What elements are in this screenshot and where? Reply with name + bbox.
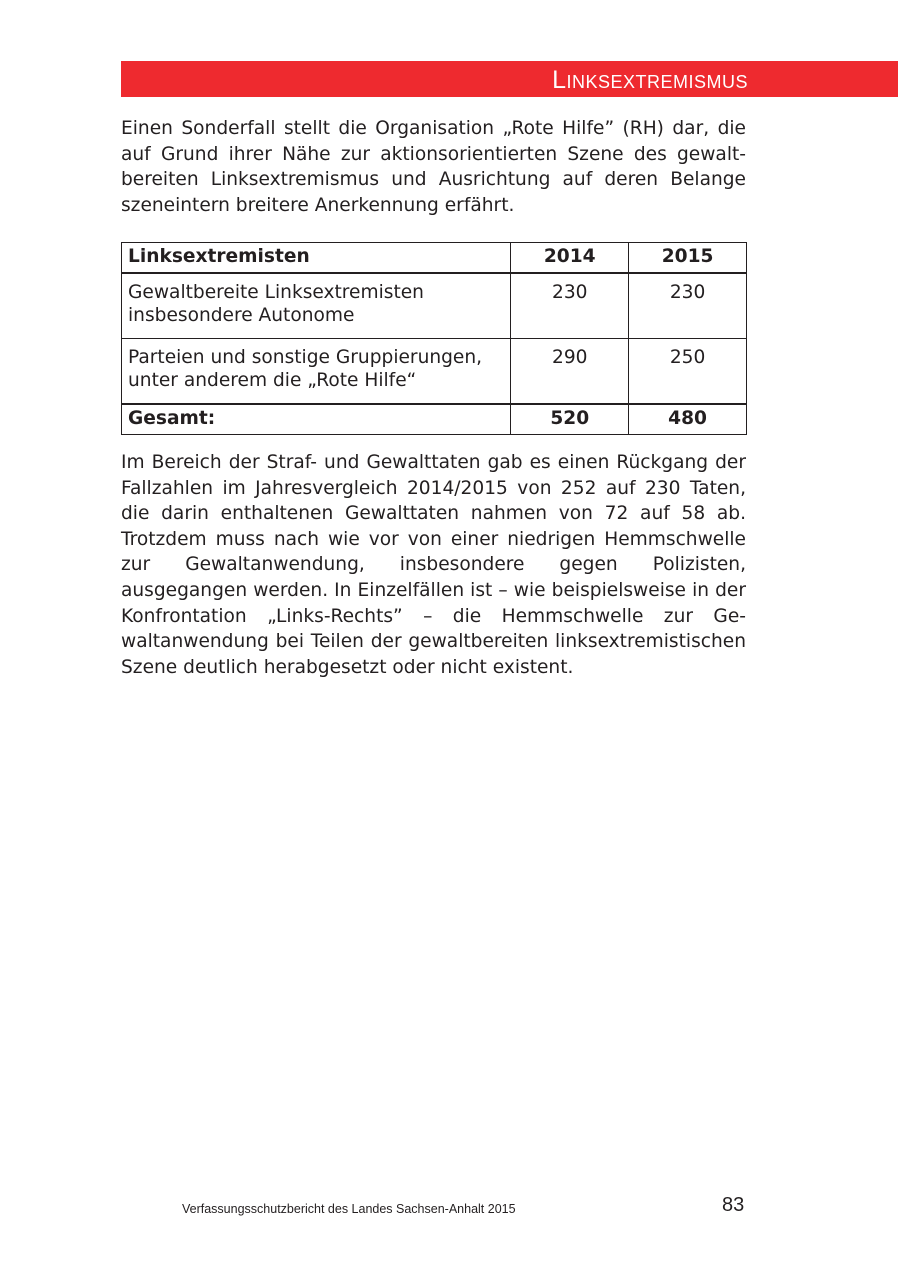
footer-publication-title: Verfassungsschutzbericht des Landes Sachsen-Anhalt 2015 [182, 1202, 516, 1216]
table-row [122, 273, 747, 339]
column-header-category: Linksextremisten [122, 243, 511, 274]
value-2015: 230 [629, 273, 747, 339]
row-label: Parteien und sonstige Gruppierungen, unter anderem die „Rote Hilfe“ [122, 339, 511, 405]
intro-paragraph: Einen Sonderfall stellt die Organisation „Rote Hilfe” (RH) dar, die auf Grund ihrer Nähe zur aktionsorientierten Szene des gewaltbereiten Linksextremismus und Ausrichtung auf deren Belange szeneintern breitere Anerkennung erfährt. [121, 118, 746, 216]
table-total-row [122, 404, 747, 435]
total-2015: 480 [629, 404, 747, 435]
statistics-table [121, 242, 747, 435]
row-label: Gewaltbereite Linksextremisten insbesondere Autonome [122, 273, 511, 339]
column-header-2015: 2015 [629, 243, 747, 274]
section-title: Linksextremismus [552, 66, 748, 94]
value-2014: 230 [511, 273, 629, 339]
value-2015: 250 [629, 339, 747, 405]
value-2014: 290 [511, 339, 629, 405]
page-number: 83 [722, 1194, 745, 1216]
total-2014: 520 [511, 404, 629, 435]
body-paragraph: Im Bereich der Straf- und Gewalttaten gab es einen Rückgang der Fallzahlen im Jahresvergleich 2014/2015 von 252 auf 230 Taten, die darin enthaltenen Gewalttaten nahmen von 72 auf 58 ab. Trotzdem muss nach wie vor von einer niedrigen Hemmschwelle zur Gewaltanwendung, insbesondere gegen Polizisten, ausgegangen werden. In Einzelfällen ist – wie beispielsweise in der Konfrontation „Links-Rechts” – die Hemmschwelle zur Gewaltanwendung bei Teilen der gewaltbereiten linksextremistischen Szene deutlich herabgesetzt oder nicht existent. [121, 452, 746, 678]
total-label: Gesamt: [122, 404, 511, 435]
section-header-bar [121, 61, 898, 97]
table-header-row [122, 243, 747, 274]
table-row [122, 339, 747, 405]
column-header-2014: 2014 [511, 243, 629, 274]
